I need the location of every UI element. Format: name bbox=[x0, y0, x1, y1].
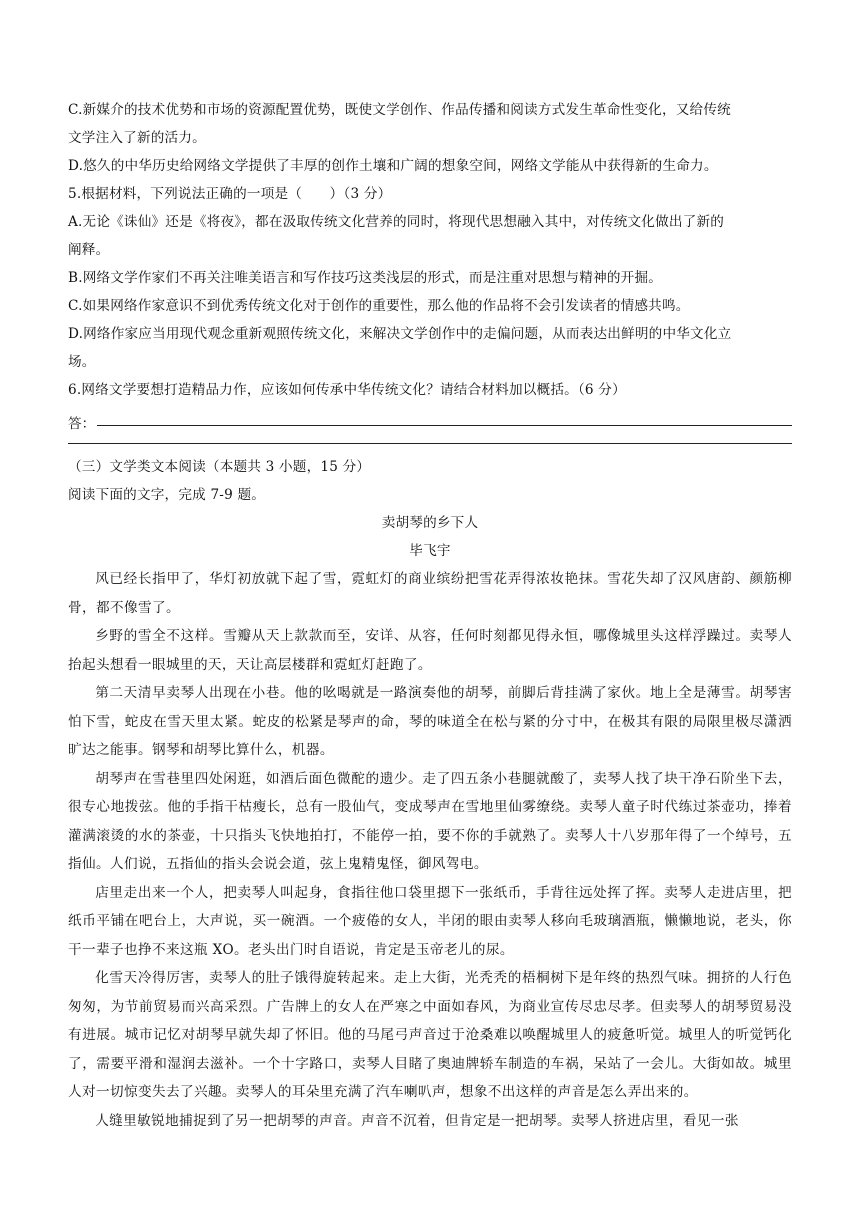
q4-option-c-line2: 文学注入了新的活力。 bbox=[68, 130, 206, 146]
story-paragraph: 人缝里敏锐地捕捉到了另一把胡琴的声音。声音不沉着，但肯定是一把胡琴。卖琴人挤进店里，看见一张 bbox=[95, 1112, 739, 1129]
q5-option-d-line2: 场。 bbox=[68, 354, 96, 370]
q6-answer-line[interactable] bbox=[68, 404, 792, 432]
story-paragraph: 乡野的雪全不这样。雪瓣从天上款款而至，安详、从容，任何时刻都见得永恒，哪像城里头这样浮躁过。卖琴人抬起头想看一眼城里的天，天让高层楼群和霓虹灯赶跑了。 bbox=[68, 628, 792, 673]
story-title: 卖胡琴的乡下人 bbox=[381, 515, 479, 531]
q4-option-c-line1: C.新媒介的技术优势和市场的资源配置优势，既使文学创作、作品传播和阅读方式发生革命性变化，又给传统 bbox=[68, 102, 731, 118]
story-paragraph: 化雪天冷得厉害，卖琴人的肚子饿得旋转起来。走上大街，光秃秃的梧桐树下是年终的热烈气味。拥挤的人行色匆匆，为节前贸易而兴高采烈。广告牌上的女人在严寒之中面如春风，为商业宣传尽忠尽孝。但卖琴人的胡琴贸易没有进展。城市记忆对胡琴早就失却了怀旧。他的马尾弓声音过于沧桑难以唤醒城里人的疲惫听觉。城里人的听觉钙化了，需要平滑和湿润去滋补。一个十字路口，卖琴人目睹了奥迪牌轿车制造的车祸，呆站了一会儿。大街如故。城里人对一切惊变失去了兴趣。卖琴人的耳朵里充满了汽车喇叭声，想象不出这样的声音是怎么弄出来的。 bbox=[68, 970, 792, 1100]
q5-stem: 5.根据材料，下列说法正确的一项是（ ）（3 分） bbox=[68, 186, 392, 202]
story-paragraph: 风已经长指甲了，华灯初放就下起了雪，霓虹灯的商业缤纷把雪花弄得浓妆艳抹。雪花失却了汉风唐韵、颜筋柳骨，都不像雪了。 bbox=[68, 571, 792, 616]
story-author: 毕飞宇 bbox=[409, 543, 451, 559]
reading-instruction: 阅读下面的文字，完成 7-9 题。 bbox=[68, 487, 266, 503]
q5-option-b: B.网络文学作家们不再关注唯美语言和写作技巧这类浅层的形式，而是注重对思想与精神的开掘。 bbox=[68, 270, 663, 286]
story-paragraph: 第二天清早卖琴人出现在小巷。他的吆喝就是一路演奏他的胡琴，前脚后背挂满了家伙。地上全是薄雪。胡琴害怕下雪，蛇皮在雪天里太紧。蛇皮的松紧是琴声的命，琴的味道全在松与紧的分寸中，在极其有限的局限里极尽潇洒旷达之能事。钢琴和胡琴比算什么，机器。 bbox=[68, 685, 792, 758]
document-page bbox=[68, 96, 792, 1135]
q5-option-a-line1: A.无论《诛仙》还是《将夜》，都在汲取传统文化营养的同时，将现代思想融入其中，对传统文化做出了新的 bbox=[68, 214, 725, 230]
answer-label: 答： bbox=[68, 416, 96, 432]
section-heading: （三）文学类文本阅读（本题共 3 小题，15 分） bbox=[68, 459, 371, 475]
q4-option-d: D.悠久的中华历史给网络文学提供了丰厚的创作土壤和广阔的想象空间，网络文学能从中获得新的生命力。 bbox=[68, 158, 718, 174]
q5-option-c: C.如果网络作家意识不到优秀传统文化对于创作的重要性，那么他的作品将不会引发读者的情感共鸣。 bbox=[68, 298, 690, 314]
q6-stem: 6.网络文学要想打造精品力作，应该如何传承中华传统文化？请结合材料加以概括。（6 分） bbox=[68, 382, 626, 398]
answer-underline bbox=[97, 425, 792, 426]
q5-option-a-line2: 阐释。 bbox=[68, 242, 110, 258]
answer-underline-2 bbox=[68, 442, 792, 444]
q5-option-d-line1: D.网络作家应当用现代观念重新观照传统文化，来解决文学创作中的走偏问题，从而表达出鲜明的中华文化立 bbox=[68, 326, 732, 342]
story-paragraph: 店里走出来一个人，把卖琴人叫起身，食指往他口袋里摁下一张纸币，手背往远处挥了挥。卖琴人走进店里，把纸币平铺在吧台上，大声说，买一碗酒。一个疲倦的女人，半闭的眼由卖琴人移向毛玻璃酒瓶，懒懒地说，老头，你干一辈子也挣不来这瓶 XO。老头出门时自语说，肯定是玉帝老儿的尿。 bbox=[68, 884, 792, 958]
story-paragraph: 胡琴声在雪巷里四处闲逛，如酒后面色微酡的遗少。走了四五条小巷腿就酸了，卖琴人找了块干净石阶坐下去，很专心地拨弦。他的手指干枯瘦长，总有一股仙气，变成琴声在雪地里仙雾缭绕。卖琴人童子时代练过茶壶功，捧着灌满滚烫的水的茶壶，十只指头飞快地拍打，不能停一拍，要不你的手就熟了。卖琴人十八岁那年得了一个绰号，五指仙。人们说，五指仙的指头会说会道，弦上鬼精鬼怪，御风驾电。 bbox=[68, 770, 792, 872]
